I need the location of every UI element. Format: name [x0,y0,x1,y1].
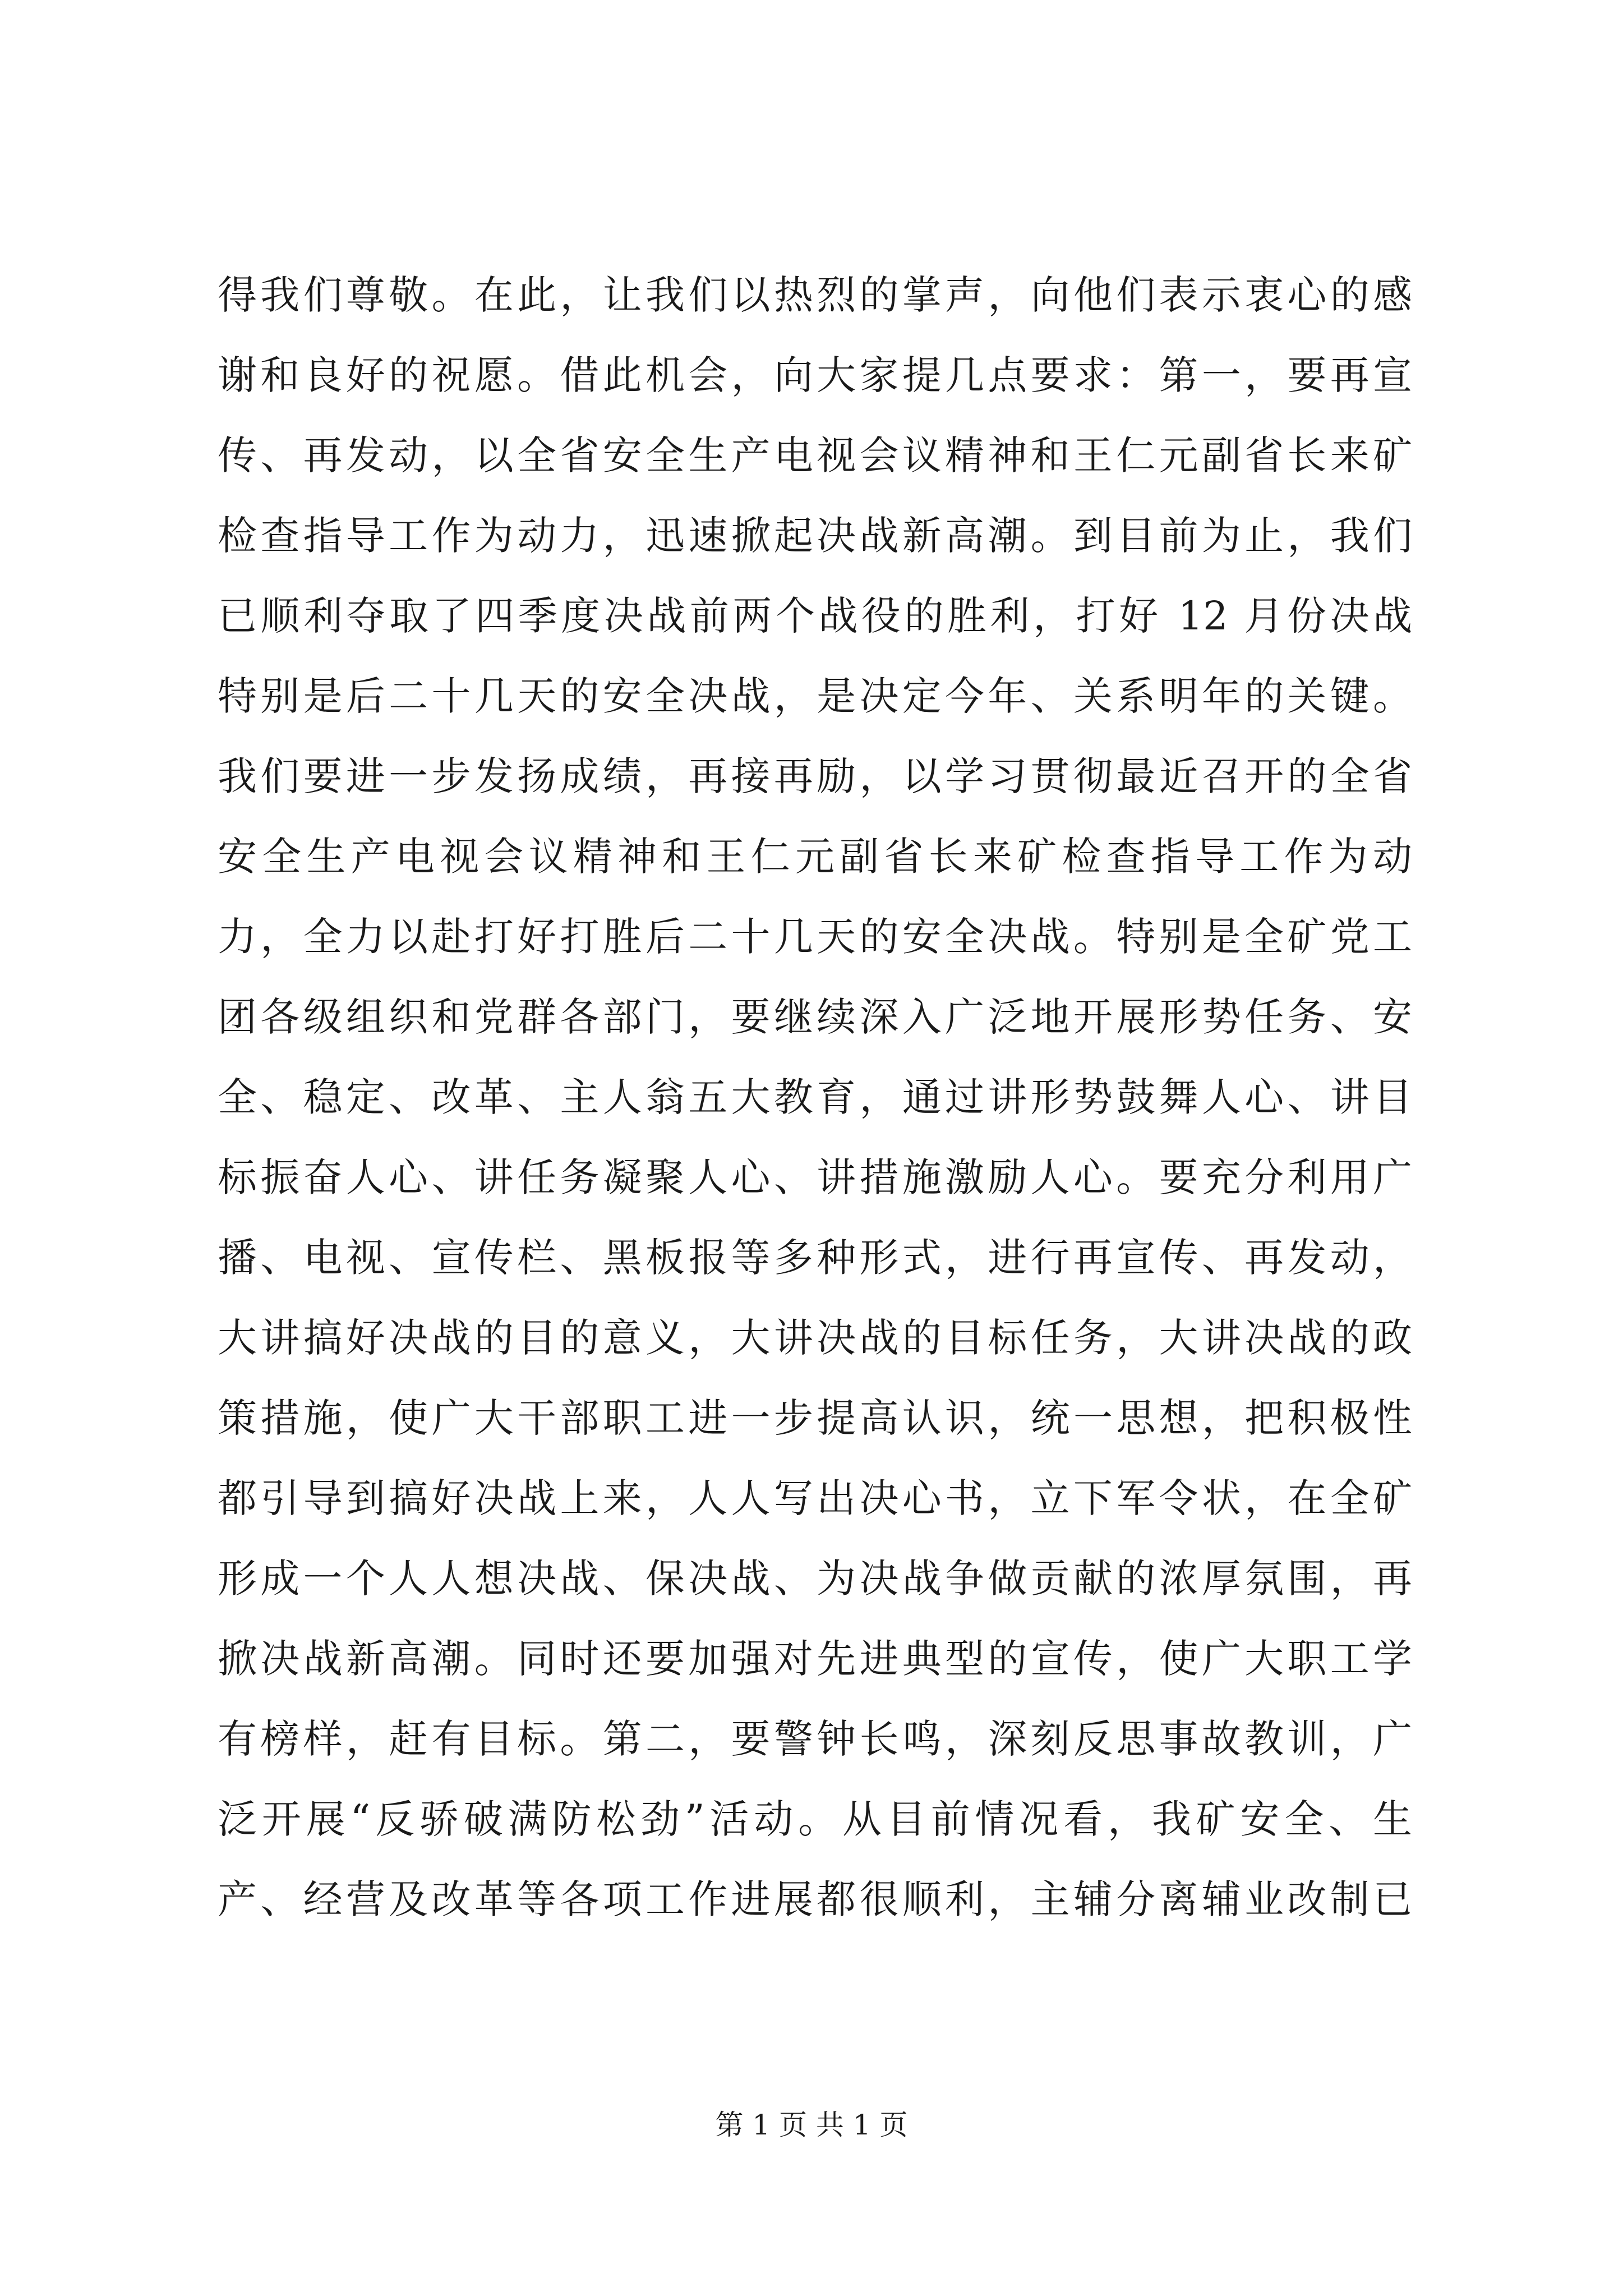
text-line: 检查指导工作为动力，迅速掀起决战新高潮。到目前为止，我们 [218,513,1412,559]
text-line: 形成一个人人想决战、保决战、为决战争做贡献的浓厚氛围，再 [218,1556,1412,1602]
text-line: 特别是后二十几天的安全决战，是决定今年、关系明年的关键。 [218,673,1412,719]
text-line: 策措施，使广大干部职工进一步提高认识，统一思想，把积极性 [218,1395,1412,1441]
document-body [218,255,1412,1940]
text-line: 大讲搞好决战的目的意义，大讲决战的目标任务，大讲决战的政 [218,1315,1412,1361]
text-line: 播、电视、宣传栏、黑板报等多种形式，进行再宣传、再发动， [218,1235,1412,1281]
text-line: 传、再发动，以全省安全生产电视会议精神和王仁元副省长来矿 [218,432,1412,478]
text-line: 谢和良好的祝愿。借此机会，向大家提几点要求：第一，要再宣 [218,352,1412,398]
page-footer: 第 1 页 共 1 页 [715,2109,908,2141]
text-line: 力，全力以赴打好打胜后二十几天的安全决战。特别是全矿党工 [218,914,1412,960]
text-line: 标振奋人心、讲任务凝聚人心、讲措施激励人心。要充分利用广 [218,1154,1412,1200]
text-line: 都引导到搞好决战上来，人人写出决心书，立下军令状，在全矿 [218,1475,1412,1521]
text-line: 得我们尊敬。在此，让我们以热烈的掌声，向他们表示衷心的感 [218,272,1412,318]
text-line: 产、经营及改革等各项工作进展都很顺利，主辅分离辅业改制已 [218,1876,1412,1922]
text-line: 全、稳定、改革、主人翁五大教育，通过讲形势鼓舞人心、讲目 [218,1074,1412,1120]
text-line: 我们要进一步发扬成绩，再接再励，以学习贯彻最近召开的全省 [218,753,1412,799]
text-line: 有榜样，赶有目标。第二，要警钟长鸣，深刻反思事故教训，广 [218,1716,1412,1762]
text-line: 安全生产电视会议精神和王仁元副省长来矿检查指导工作为动 [218,834,1412,880]
text-line: 已顺利夺取了四季度决战前两个战役的胜利，打好 12 月份决战 [218,593,1412,639]
text-line: 掀决战新高潮。同时还要加强对先进典型的宣传，使广大职工学 [218,1636,1412,1682]
text-line: 团各级组织和党群各部门，要继续深入广泛地开展形势任务、安 [218,994,1412,1040]
text-line: 泛开展“反骄破满防松劲”活动。从目前情况看，我矿安全、生 [218,1796,1412,1842]
